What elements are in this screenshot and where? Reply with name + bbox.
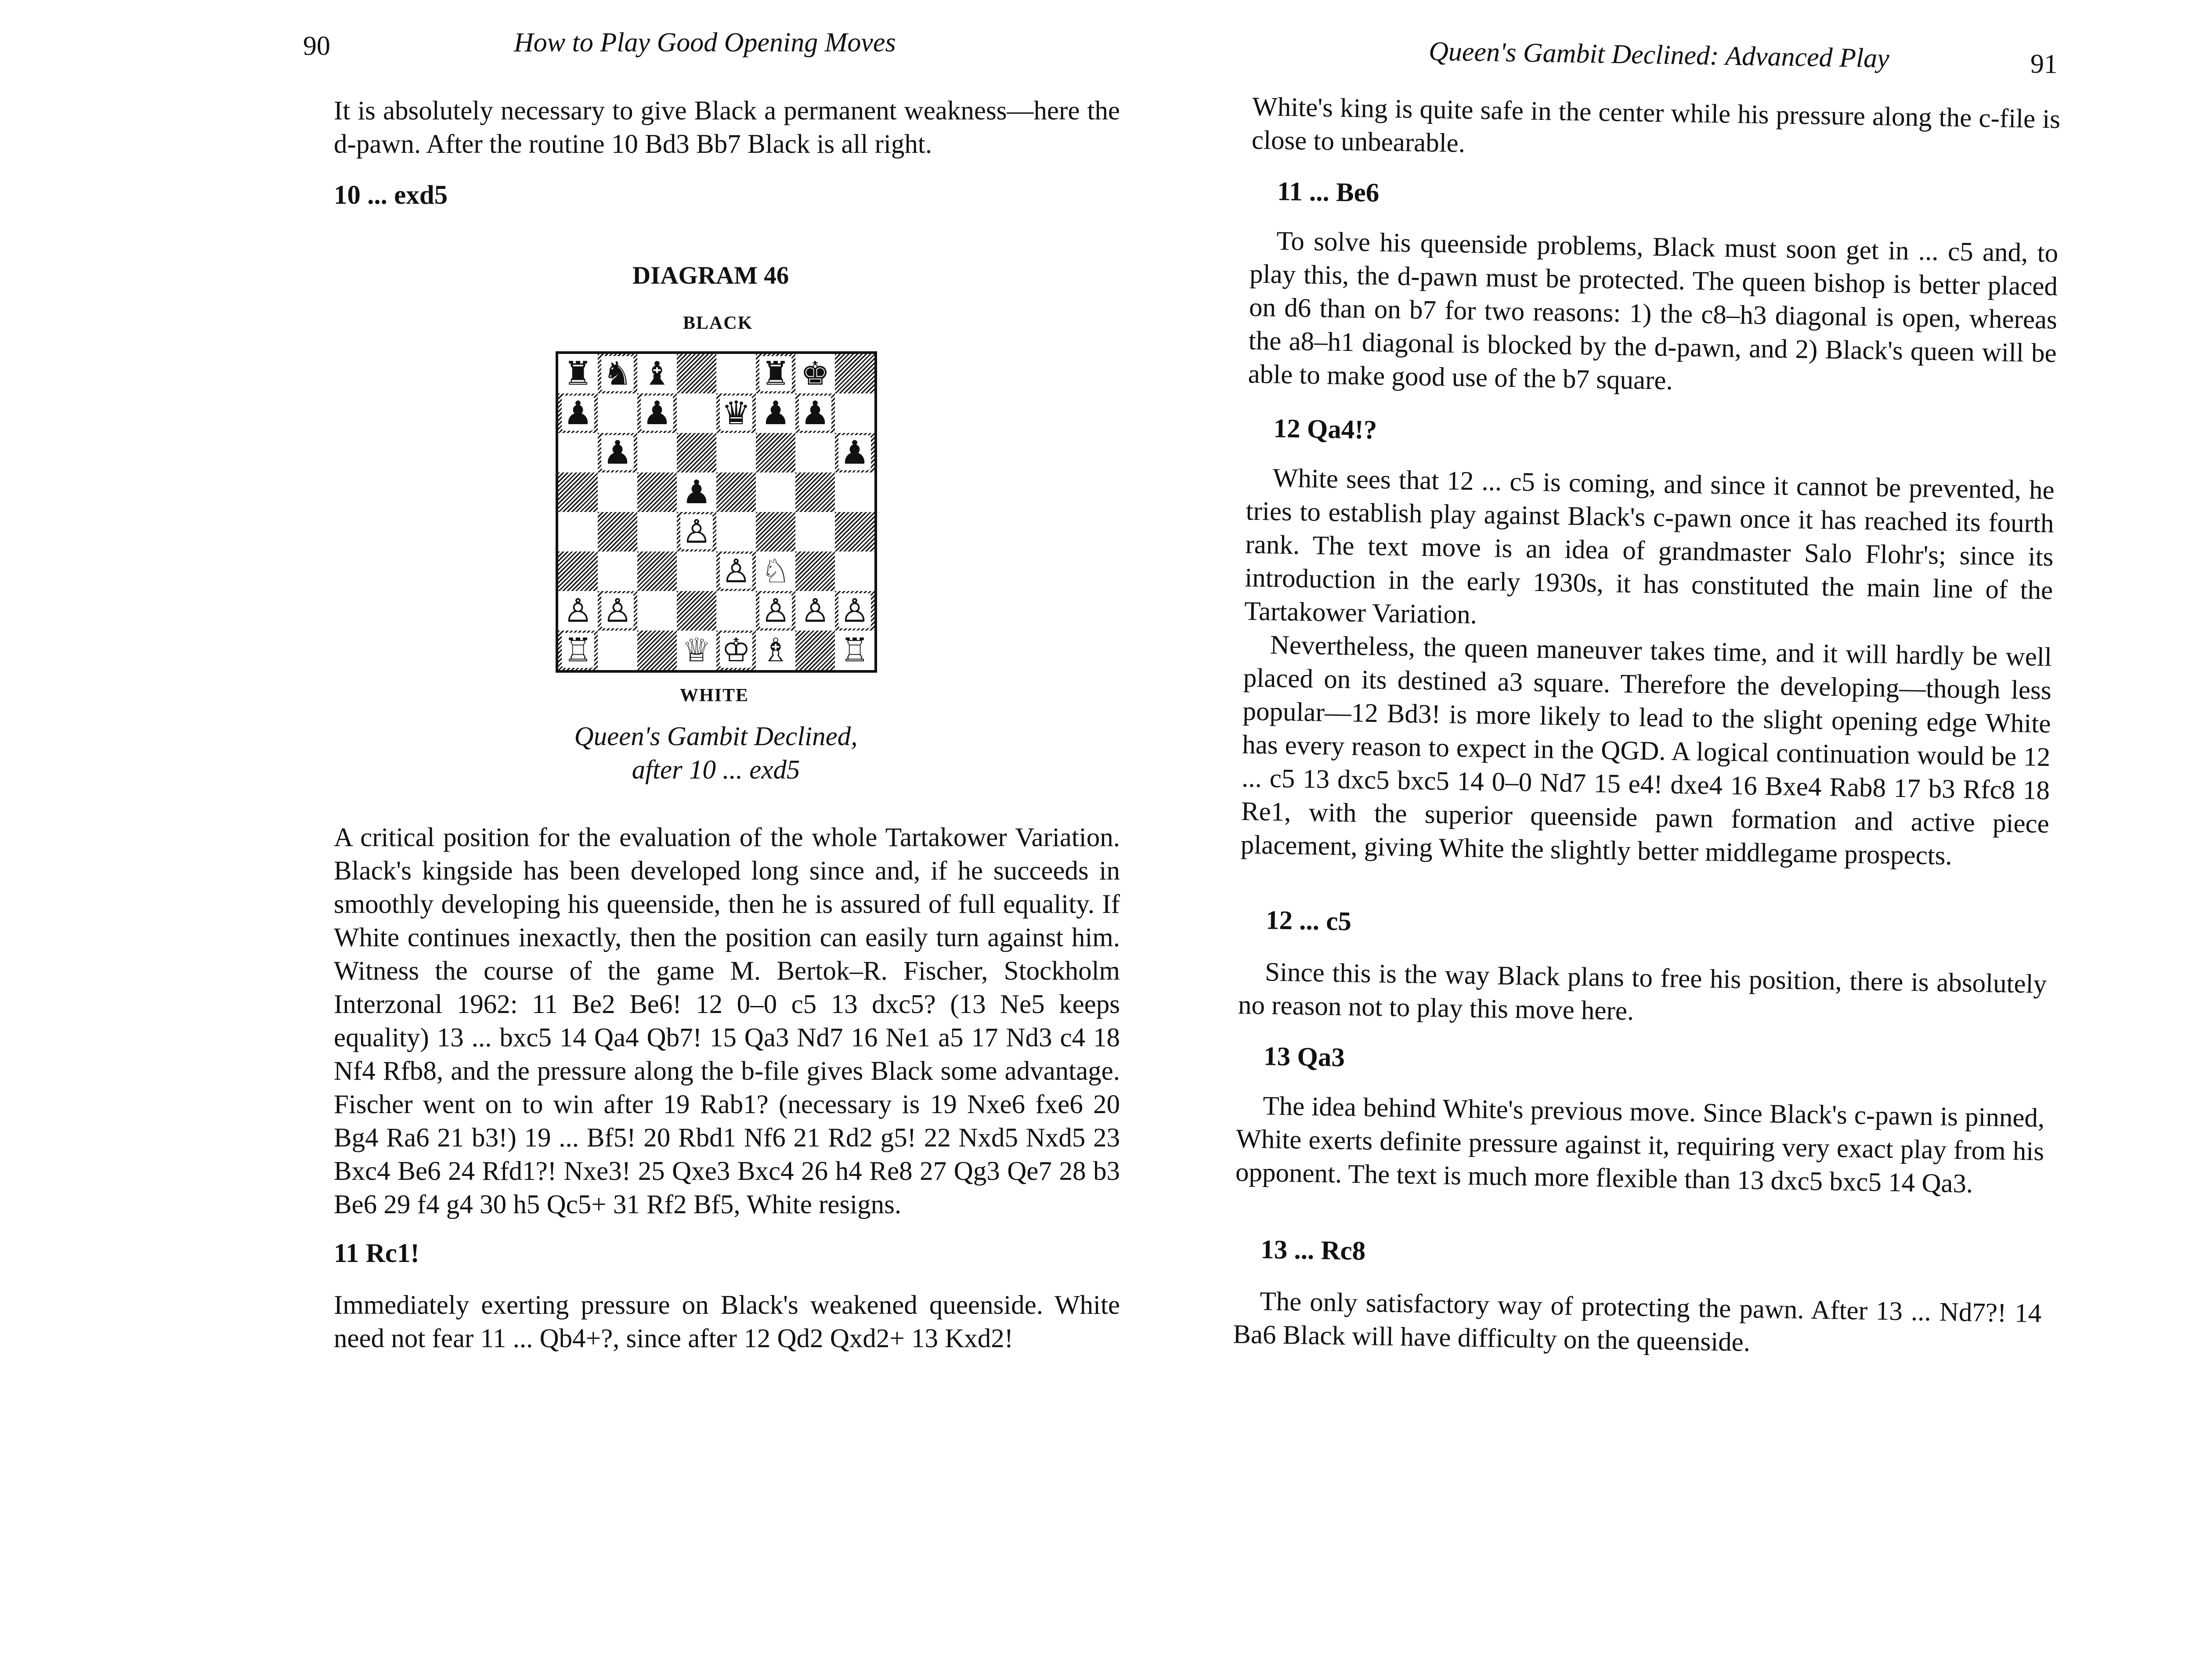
square-b2 <box>598 591 637 631</box>
square-b6 <box>598 433 637 472</box>
diagram-bottom-label: WHITE <box>680 685 749 706</box>
square-h2 <box>835 591 874 631</box>
chess-piece-icon: ♙ <box>562 593 594 628</box>
chess-piece-icon: ♞ <box>601 356 634 391</box>
paragraph-intro: It is absolutely necessary to give Black a permanent weakness—here the d-pawn. After the routine 10 Bd3 Bb7 Black is all right. <box>334 96 1120 159</box>
chess-piece-icon: ♝ <box>641 356 673 391</box>
chess-piece-icon: ♗ <box>759 633 792 668</box>
move-heading: 10 ... exd5 <box>334 180 448 210</box>
chess-piece-icon: ♙ <box>759 593 792 628</box>
chess-piece-icon: ♖ <box>562 633 594 668</box>
square-h4 <box>835 512 874 552</box>
square-h7 <box>835 393 874 433</box>
square-f5 <box>756 472 795 512</box>
square-a6 <box>558 433 598 472</box>
move-heading: 13 Qa3 <box>1263 1042 1345 1073</box>
chess-piece-icon: ♕ <box>680 633 713 668</box>
chess-piece-icon: ♖ <box>838 633 871 668</box>
chess-piece-icon: ♘ <box>759 554 792 589</box>
chess-piece-icon: ♟ <box>562 396 594 431</box>
square-g1 <box>795 631 835 670</box>
chess-piece-icon: ♟ <box>601 435 634 470</box>
square-a1 <box>558 631 598 670</box>
paragraph-rc1: Immediately exerting pressure on Black's weakened queenside. White need not fear 11 ... Qb4+?, since after 12 Qd2 Qxd2+ 13 Kxd2! <box>334 1291 1120 1353</box>
chess-piece-icon: ♟ <box>680 475 713 510</box>
square-h8 <box>835 354 874 393</box>
square-c4 <box>637 512 677 552</box>
square-b7 <box>598 393 637 433</box>
square-a5 <box>558 472 598 512</box>
right-page <box>1232 0 2071 1357</box>
square-a3 <box>558 552 598 591</box>
chess-piece-icon: ♙ <box>838 593 871 628</box>
chess-piece-icon: ♙ <box>720 554 752 589</box>
move-heading: 12 Qa4!? <box>1273 414 1377 445</box>
chess-piece-icon: ♟ <box>799 396 831 431</box>
chess-piece-icon: ♜ <box>562 356 594 391</box>
square-e7 <box>716 393 756 433</box>
chess-piece-icon: ♟ <box>838 435 871 470</box>
square-g6 <box>795 433 835 472</box>
square-c2 <box>637 591 677 631</box>
square-e2 <box>716 591 756 631</box>
paragraph-qa4: White sees that 12 ... c5 is coming, and since it cannot be prevented, he tries to establish play against Black's c-pawn once it has reached its fourth rank. The text move is an idea of grandmaster Salo Flohr's; since its introduction in the early 1930s, it has constituted the main line of the Tartakower Variation. <box>1244 463 2055 630</box>
move-heading: 12 ... c5 <box>1265 905 1352 937</box>
square-d7 <box>677 393 716 433</box>
move-heading: 13 ... Rc8 <box>1260 1235 1366 1266</box>
square-g7 <box>795 393 835 433</box>
move-heading: 11 ... Be6 <box>1277 177 1380 208</box>
chess-piece-icon: ♛ <box>720 396 752 431</box>
paragraph-qa3: The idea behind White's previous move. Since Black's c-pawn is pinned, White exerts definite pressure against it, requiring very exact play from his opponent. The text is much more flexible than 13 dxc5 bxc5 14 Qa3. <box>1235 1091 2045 1199</box>
square-g4 <box>795 512 835 552</box>
square-d5 <box>677 472 716 512</box>
chess-piece-icon: ♙ <box>680 514 713 549</box>
paragraph-rc8: The only satisfactory way of protecting the pawn. After 13 ... Nd7?! 14 Ba6 Black will have difficulty on the queenside. <box>1232 1287 2042 1357</box>
square-c3 <box>637 552 677 591</box>
running-title: Queen's Gambit Declined: Advanced Play <box>1428 36 1890 74</box>
square-d4 <box>677 512 716 552</box>
square-b1 <box>598 631 637 670</box>
page-number: 91 <box>2030 49 2058 79</box>
square-f7 <box>756 393 795 433</box>
square-c1 <box>637 631 677 670</box>
page-number: 90 <box>303 31 330 61</box>
square-e5 <box>716 472 756 512</box>
square-c5 <box>637 472 677 512</box>
square-d3 <box>677 552 716 591</box>
square-e8 <box>716 354 756 393</box>
square-c8 <box>637 354 677 393</box>
square-d1 <box>677 631 716 670</box>
square-g5 <box>795 472 835 512</box>
square-g2 <box>795 591 835 631</box>
square-h1 <box>835 631 874 670</box>
square-f1 <box>756 631 795 670</box>
square-h3 <box>835 552 874 591</box>
square-e1 <box>716 631 756 670</box>
move-heading: 11 Rc1! <box>334 1239 419 1268</box>
square-b5 <box>598 472 637 512</box>
paragraph-be6: To solve his queenside problems, Black must soon get in ... c5 and, to play this, the d-pawn must be protected. The queen bishop is better placed on d6 than on b7 for two reasons: 1) the c8–h3 diagonal is open, whereas the a8–h1 diagonal is blocked by the d-pawn, and 2) Black's queen will be able to make good use of the b7 square. <box>1248 226 2059 396</box>
diagram-top-label: BLACK <box>683 313 753 333</box>
square-d6 <box>677 433 716 472</box>
square-h5 <box>835 472 874 512</box>
chess-piece-icon: ♜ <box>759 356 792 391</box>
square-f6 <box>756 433 795 472</box>
square-e3 <box>716 552 756 591</box>
diagram-caption-line: after 10 ... exd5 <box>632 755 800 785</box>
diagram-caption-line: Queen's Gambit Declined, <box>574 722 858 751</box>
square-f4 <box>756 512 795 552</box>
square-h6 <box>835 433 874 472</box>
square-g8 <box>795 354 835 393</box>
square-a8 <box>558 354 598 393</box>
square-e6 <box>716 433 756 472</box>
paragraph-critical: A critical position for the evaluation of the whole Tartakower Variation. Black's kingside has been developed long since and, if he succeeds in smoothly developing his queenside, then he is assured of full equality. If White continues inexactly, then the position can easily turn against him. Witness the course of the game M. Bertok–R. Fischer, Stockholm Interzonal 1962: 11 Be2 Be6! 12 0–0 c5 13 dxc5? (13 Ne5 keeps equality) 13 ... bxc5 14 Qa4 Qb7! 15 Qa3 Nd7 16 Ne1 a5 17 Nd3 c4 18 Nf4 Rfb8, and the pressure along the b-file gives Black some advantage. Fischer went on to win after 19 Rab1? (necessary is 19 Nxe6 fxe6 20 Bg4 Ra6 21 b3!) 19 ... Bf5! 20 Rbd1 Nf6 21 Rd2 g5! 22 Nxd5 Nxd5 23 Bxc4 Be6 24 Rfd1?! Nxe3! 25 Qxe3 Bxc4 26 h4 Re8 27 Qg3 Qe7 28 b3 Be6 29 f4 g4 30 h5 Qc5+ 31 Rf2 Bf5, White resigns. <box>334 823 1120 1219</box>
square-c6 <box>637 433 677 472</box>
chess-piece-icon: ♙ <box>601 593 634 628</box>
square-a2 <box>558 591 598 631</box>
square-a7 <box>558 393 598 433</box>
square-f3 <box>756 552 795 591</box>
paragraph-c5: Since this is the way Black plans to free his position, there is absolutely no reason not to play this move here. <box>1238 957 2047 1026</box>
square-g3 <box>795 552 835 591</box>
square-c7 <box>637 393 677 433</box>
square-f2 <box>756 591 795 631</box>
chess-piece-icon: ♚ <box>799 356 831 391</box>
square-d8 <box>677 354 716 393</box>
chess-piece-icon: ♟ <box>759 396 792 431</box>
chess-piece-icon: ♔ <box>720 633 752 668</box>
chess-board <box>556 351 877 673</box>
paragraph-nevertheless: Nevertheless, the queen maneuver takes time, and it will hardly be well placed on its destined a3 square. Therefore the developing—though less popular—12 Bd3! is more likely to lead to the slight opening edge White has every reason to expect in the QGD. A logical continuation would be 12 ... c5 13 dxc5 bxc5 14 0–0 Nd7 15 e4! dxe4 16 Bxe4 Rab8 17 b3 Rfc8 18 Re1, with the superior queenside pawn formation and active piece placement, giving White the slightly better middlegame prospects. <box>1240 630 2052 871</box>
square-d2 <box>677 591 716 631</box>
diagram-title: DIAGRAM 46 <box>632 262 789 289</box>
diagram-caption <box>567 720 865 787</box>
chess-piece-icon: ♟ <box>641 396 673 431</box>
square-b4 <box>598 512 637 552</box>
square-f8 <box>756 354 795 393</box>
paragraph-continuation: White's king is quite safe in the center while his pressure along the c-file is close to unbearable. <box>1251 92 2061 159</box>
square-a4 <box>558 512 598 552</box>
square-e4 <box>716 512 756 552</box>
running-title: How to Play Good Opening Moves <box>514 28 896 58</box>
square-b3 <box>598 552 637 591</box>
square-b8 <box>598 354 637 393</box>
chess-piece-icon: ♙ <box>799 593 831 628</box>
